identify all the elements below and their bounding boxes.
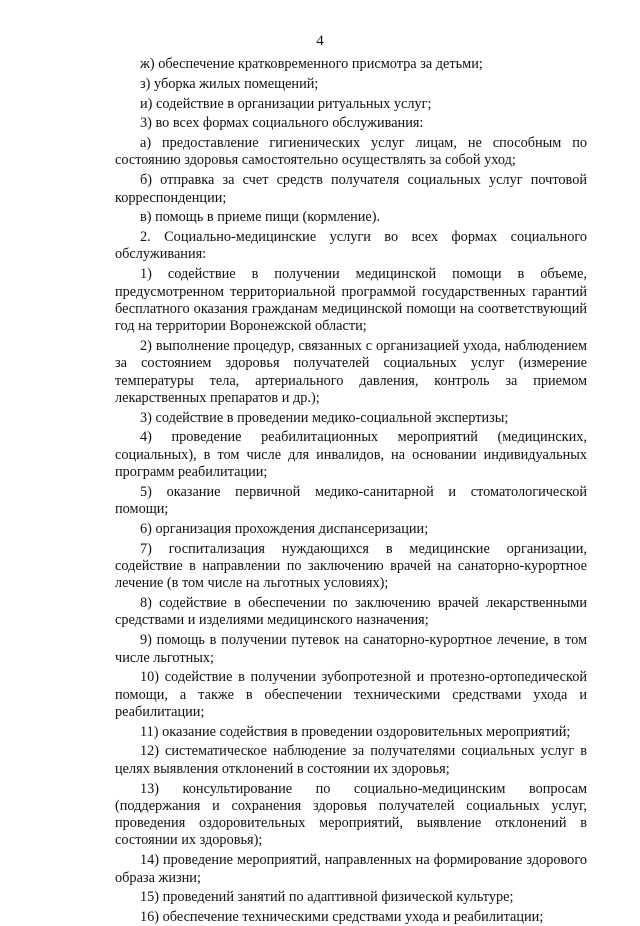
page-number: 4 — [316, 33, 324, 49]
paragraph: б) отправка за счет средств получателя социальных услуг почтовой корреспонденции; — [115, 172, 587, 206]
paragraph: 14) проведение мероприятий, направленных на формирование здорового образа жизни; — [115, 852, 587, 886]
paragraph: 16) обеспечение техническими средствами ухода и реабилитации; — [140, 909, 544, 926]
paragraph: 2) выполнение процедур, связанных с организацией ухода, наблюдением за состоянием здоровья получателей социальных услуг (измерение температуры тела, артериального давления, контроль за приемом лекарственных препаратов и др.); — [115, 337, 587, 406]
paragraph: з) уборка жилых помещений; — [140, 75, 319, 92]
paragraph: 1) содействие в получении медицинской помощи в объеме, предусмотренном территориальной программой государственных гарантий бесплатного оказания гражданам медицинской помощи на соответствующий год на территории Воронежской области; — [115, 266, 587, 335]
paragraph: и) содействие в организации ритуальных услуг; — [140, 95, 432, 112]
paragraph: 2. Социально-медицинские услуги во всех формах социального обслуживания: — [115, 229, 587, 263]
paragraph: 6) организация прохождения диспансеризации; — [140, 520, 429, 537]
paragraph: 13) консультирование по социально-медицинским вопросам (поддержания и сохранения здоровья получателей социальных услуг, проведения оздоровительных мероприятий, выявление отклонений в состоянии их здоровья); — [115, 780, 587, 849]
paragraph: а) предоставление гигиенических услуг лицам, не способным по состоянию здоровья самостоятельно осуществлять за собой уход; — [115, 135, 587, 169]
paragraph: в) помощь в приеме пищи (кормление). — [140, 209, 381, 226]
paragraph: 11) оказание содействия в проведении оздоровительных мероприятий; — [140, 723, 571, 740]
paragraph: ж) обеспечение кратковременного присмотра за детьми; — [140, 56, 483, 72]
document-body — [115, 56, 587, 926]
paragraph: 12) систематическое наблюдение за получателями социальных услуг в целях выявления отклонений в состоянии их здоровья; — [115, 743, 587, 777]
paragraph: 8) содействие в обеспечении по заключению врачей лекарственными средствами и изделиями медицинского назначения; — [115, 595, 587, 629]
paragraph: 3) во всех формах социального обслуживания: — [140, 115, 424, 132]
paragraph: 7) госпитализация нуждающихся в медицинские организации, содействие в направлении по заключению врачей на санаторно-курортное лечение (в том числе на льготных условиях); — [115, 540, 587, 592]
paragraph: 9) помощь в получении путевок на санаторно-курортное лечение, в том числе льготных; — [115, 632, 587, 666]
paragraph: 5) оказание первичной медико-санитарной и стоматологической помощи; — [115, 483, 587, 518]
paragraph: 10) содействие в получении зубопротезной и протезно-ортопедической помощи, а также в обеспечении техническими средствами ухода и реабилитации; — [115, 669, 587, 720]
paragraph: 15) проведений занятий по адаптивной физической культуре; — [140, 889, 514, 906]
paragraph: 3) содействие в проведении медико-социальной экспертизы; — [140, 409, 509, 426]
paragraph: 4) проведение реабилитационных мероприятий (медицинских, социальных), в том числе для инвалидов, на основании индивидуальных программ реабилитации; — [115, 429, 587, 481]
